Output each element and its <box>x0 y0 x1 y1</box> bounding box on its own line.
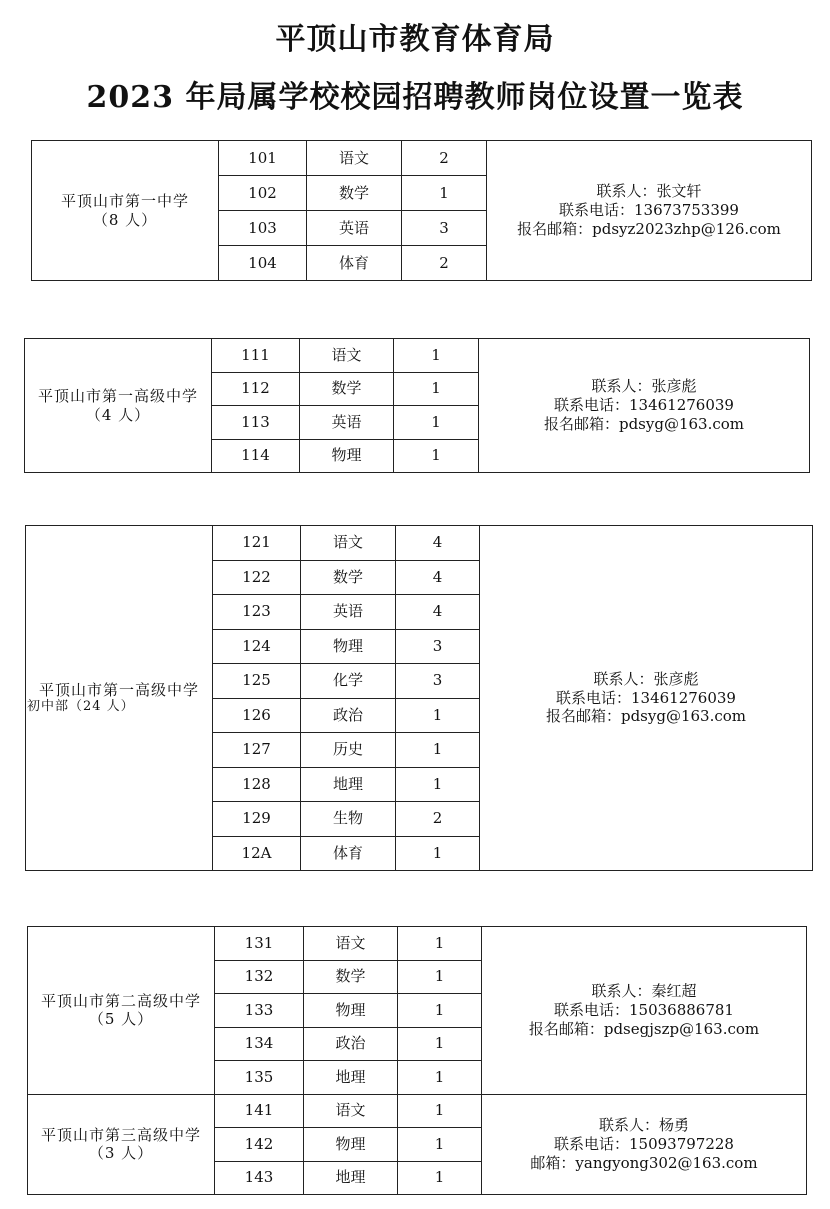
position-subject: 英语 <box>300 406 394 440</box>
school-cell <box>28 1094 215 1195</box>
table-row <box>26 526 813 561</box>
position-count: 1 <box>394 439 479 473</box>
position-count: 1 <box>398 1061 482 1095</box>
contact-phone: 联系电话：13461276039 <box>554 396 734 415</box>
position-subject: 数学 <box>307 176 402 211</box>
position-subject: 语文 <box>307 141 402 176</box>
position-subject: 语文 <box>304 1094 398 1128</box>
contact-person: 联系人：张彦彪 <box>591 377 697 396</box>
positions-table <box>25 525 813 871</box>
position-code: 103 <box>219 211 307 246</box>
contact-email: 报名邮箱：pdsyg@163.com <box>545 707 747 726</box>
position-code: 102 <box>219 176 307 211</box>
position-count: 2 <box>402 246 487 281</box>
position-subject: 地理 <box>304 1061 398 1095</box>
school-name: 平顶山市第三高级中学 <box>40 1125 201 1144</box>
position-code: 101 <box>219 141 307 176</box>
position-count: 3 <box>402 211 487 246</box>
school-count: （8 人） <box>92 210 158 229</box>
position-subject: 数学 <box>301 560 396 595</box>
position-code: 127 <box>213 733 301 768</box>
table-row <box>28 927 807 961</box>
position-count: 1 <box>398 994 482 1028</box>
school-count: （5 人） <box>88 1010 154 1029</box>
position-code: 114 <box>212 439 300 473</box>
position-code: 124 <box>213 629 301 664</box>
position-subject: 体育 <box>307 246 402 281</box>
position-count: 4 <box>396 526 480 561</box>
position-count: 1 <box>398 927 482 961</box>
position-count: 1 <box>396 698 480 733</box>
position-subject: 生物 <box>301 802 396 837</box>
table-row <box>25 339 810 373</box>
contact-person: 联系人：张文轩 <box>596 182 702 201</box>
position-subject: 历史 <box>301 733 396 768</box>
position-count: 1 <box>396 836 480 871</box>
position-count: 1 <box>394 372 479 406</box>
contact-email: 报名邮箱：pdsegjszp@163.com <box>528 1019 760 1038</box>
position-subject: 体育 <box>301 836 396 871</box>
position-subject: 化学 <box>301 664 396 699</box>
positions-table <box>31 140 812 281</box>
position-code: 142 <box>215 1128 304 1162</box>
school-name: 平顶山市第二高级中学 <box>40 991 201 1010</box>
position-code: 123 <box>213 595 301 630</box>
position-code: 126 <box>213 698 301 733</box>
positions-table <box>24 338 810 473</box>
position-subject: 语文 <box>300 339 394 373</box>
contact-cell <box>487 141 812 281</box>
position-code: 131 <box>215 927 304 961</box>
position-count: 1 <box>398 960 482 994</box>
position-subject: 物理 <box>300 439 394 473</box>
position-count: 3 <box>396 629 480 664</box>
position-count: 1 <box>398 1161 482 1195</box>
contact-cell <box>482 927 807 1095</box>
position-code: 135 <box>215 1061 304 1095</box>
position-code: 111 <box>212 339 300 373</box>
school-count: （3 人） <box>88 1144 154 1163</box>
position-count: 1 <box>396 733 480 768</box>
position-code: 141 <box>215 1094 304 1128</box>
contact-phone: 联系电话：15036886781 <box>554 1000 734 1019</box>
position-subject: 数学 <box>304 960 398 994</box>
position-count: 1 <box>394 406 479 440</box>
contact-email: 邮箱：yangyong302@163.com <box>530 1153 758 1172</box>
school-name: 平顶山市第一高级中学 <box>38 680 199 699</box>
page-title: 平顶山市教育体育局 <box>275 22 555 57</box>
school-cell <box>28 927 215 1095</box>
position-code: 12A <box>213 836 301 871</box>
table-row <box>28 1094 807 1128</box>
position-subject: 英语 <box>301 595 396 630</box>
position-count: 2 <box>402 141 487 176</box>
school-block-2 <box>24 338 810 473</box>
position-subject: 物理 <box>301 629 396 664</box>
position-subject: 语文 <box>301 526 396 561</box>
position-count: 1 <box>394 339 479 373</box>
page-subtitle: 2023 年局属学校校园招聘教师岗位设置一览表 <box>86 80 744 115</box>
school-cell <box>32 141 219 281</box>
position-count: 4 <box>396 560 480 595</box>
position-code: 121 <box>213 526 301 561</box>
position-code: 125 <box>213 664 301 699</box>
school-block-4-5 <box>27 926 807 1195</box>
school-block-3 <box>25 525 813 871</box>
school-count: 初中部（24 人） <box>27 699 135 715</box>
school-cell <box>26 526 213 871</box>
position-code: 134 <box>215 1027 304 1061</box>
position-count: 4 <box>396 595 480 630</box>
position-count: 1 <box>398 1094 482 1128</box>
position-count: 1 <box>402 176 487 211</box>
contact-phone: 联系电话：15093797228 <box>554 1134 734 1153</box>
contact-person: 联系人：杨勇 <box>598 1116 689 1135</box>
position-code: 122 <box>213 560 301 595</box>
school-name: 平顶山市第一中学 <box>60 191 189 210</box>
position-code: 128 <box>213 767 301 802</box>
contact-person: 联系人：张彦彪 <box>593 669 699 688</box>
position-count: 1 <box>396 767 480 802</box>
contact-cell <box>479 339 810 473</box>
position-subject: 英语 <box>307 211 402 246</box>
position-code: 132 <box>215 960 304 994</box>
position-code: 113 <box>212 406 300 440</box>
position-subject: 物理 <box>304 1128 398 1162</box>
contact-phone: 联系电话：13673753399 <box>559 201 739 220</box>
positions-table <box>27 926 807 1195</box>
position-subject: 物理 <box>304 994 398 1028</box>
position-subject: 政治 <box>301 698 396 733</box>
position-subject: 地理 <box>304 1161 398 1195</box>
position-subject: 地理 <box>301 767 396 802</box>
position-count: 1 <box>398 1027 482 1061</box>
school-count: （4 人） <box>85 405 151 424</box>
position-code: 104 <box>219 246 307 281</box>
position-subject: 政治 <box>304 1027 398 1061</box>
contact-cell <box>482 1094 807 1195</box>
position-code: 133 <box>215 994 304 1028</box>
contact-email: 报名邮箱：pdsyg@163.com <box>543 414 745 433</box>
position-code: 143 <box>215 1161 304 1195</box>
contact-person: 联系人：秦红超 <box>591 982 697 1001</box>
position-count: 1 <box>398 1128 482 1162</box>
school-name: 平顶山市第一高级中学 <box>37 386 198 405</box>
school-block-1 <box>31 140 812 281</box>
contact-phone: 联系电话：13461276039 <box>556 688 736 707</box>
position-count: 3 <box>396 664 480 699</box>
position-code: 112 <box>212 372 300 406</box>
school-cell <box>25 339 212 473</box>
position-subject: 语文 <box>304 927 398 961</box>
contact-cell <box>480 526 813 871</box>
contact-email: 报名邮箱：pdsyz2023zhp@126.com <box>517 219 781 238</box>
position-count: 2 <box>396 802 480 837</box>
position-code: 129 <box>213 802 301 837</box>
position-subject: 数学 <box>300 372 394 406</box>
